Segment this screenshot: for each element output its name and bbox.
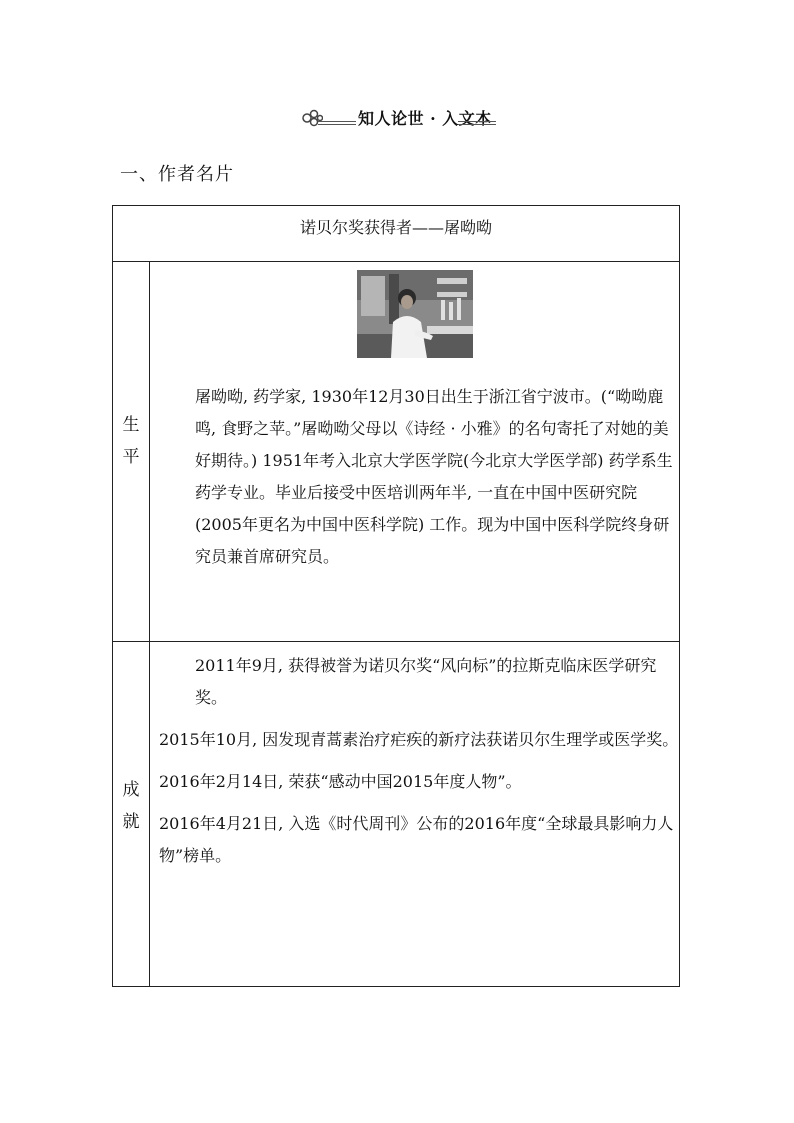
author-card xyxy=(112,205,680,987)
life-label-char: 生 xyxy=(122,415,140,435)
page-header xyxy=(0,106,794,130)
row-divider xyxy=(113,641,679,642)
achievement-item: 2016年2月14日, 荣获“感动中国2015年度人物”。 xyxy=(159,772,522,791)
header-title: 知人论世 · 入文本 xyxy=(358,109,492,128)
header-line xyxy=(458,121,496,122)
achievements-label-char: 成 xyxy=(122,780,140,800)
biography-paragraph: 屠呦呦, 药学家, 1930年12月30日出生于浙江省宁波市。(“呦呦鹿鸣, 食野之苹。”屠呦呦父母以《诗经 · 小雅》的名句寄托了对她的美好期待。) 1951年考入北京大学医学院(今北京大学医学部) 药学系生药学专业。毕业后接受中医培训两年半, 一直在中国中医研究院(2005年更名为中国中医科学院) 工作。现为中国中医科学院终身研究员兼首席研究员。 xyxy=(195,387,673,566)
header-line xyxy=(318,121,356,122)
column-divider xyxy=(149,262,150,986)
chinese-knot-icon xyxy=(301,108,323,128)
card-title: 诺贝尔奖获得者——屠呦呦 xyxy=(113,206,679,262)
achievements-label xyxy=(113,774,149,838)
biography-text xyxy=(159,381,679,573)
achievement-item: 2015年10月, 因发现青蒿素治疗疟疾的新疗法获诺贝尔生理学或医学奖。 xyxy=(159,730,679,749)
life-label xyxy=(113,409,149,473)
header-line xyxy=(458,124,496,125)
header-line xyxy=(318,124,356,125)
achievements-label-char: 就 xyxy=(122,812,140,832)
achievements-list xyxy=(159,650,679,882)
author-portrait xyxy=(357,270,473,358)
achievement-item: 2011年9月, 获得被誉为诺贝尔奖“风向标”的拉斯克临床医学研究奖。 xyxy=(195,656,657,707)
achievement-item: 2016年4月21日, 入选《时代周刊》公布的2016年度“全球最具影响力人物”榜单。 xyxy=(159,814,674,865)
life-label-char: 平 xyxy=(122,447,140,467)
section-heading: 一、作者名片 xyxy=(120,164,234,185)
